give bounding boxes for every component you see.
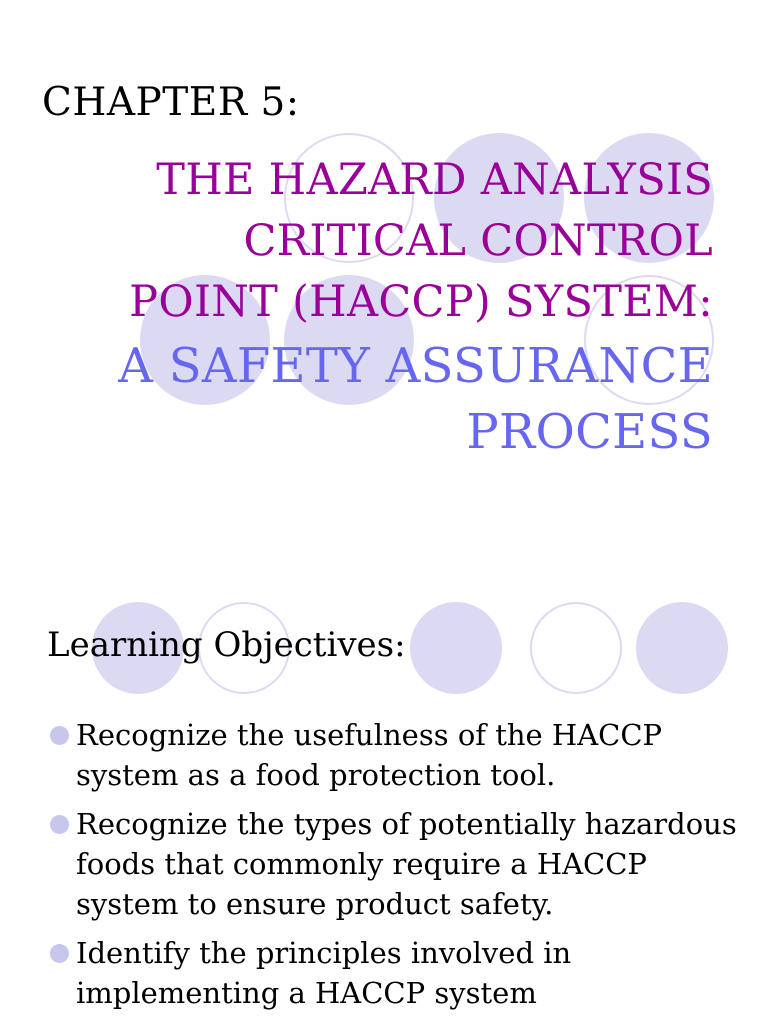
title-line: THE HAZARD ANALYSIS xyxy=(156,155,713,205)
objectives-list xyxy=(48,715,738,1022)
decorative-circle-icon xyxy=(636,602,728,694)
objective-text: Identify the principles involved in implementing a HACCP system xyxy=(76,936,572,1010)
title-line: POINT (HACCP) SYSTEM: xyxy=(129,277,713,327)
subtitle-line: A SAFETY ASSURANCE xyxy=(118,338,713,394)
list-item xyxy=(48,804,738,924)
title-line: CRITICAL CONTROL xyxy=(243,216,713,266)
bullet-icon xyxy=(50,944,69,963)
objectives-slide xyxy=(0,560,768,1024)
bullet-icon xyxy=(50,726,69,745)
decorative-circle-icon xyxy=(410,602,502,694)
bullet-icon xyxy=(50,815,69,834)
objective-text: Recognize the usefulness of the HACCP system as a food protection tool. xyxy=(76,718,663,792)
slide-title xyxy=(63,150,713,465)
chapter-label: CHAPTER 5: xyxy=(42,80,300,125)
list-item xyxy=(48,933,738,1013)
list-item xyxy=(48,715,738,795)
objective-text: Recognize the types of potentially hazardous foods that commonly require a HACCP system to ensure product safety. xyxy=(76,807,737,921)
decorative-circle-icon xyxy=(530,602,622,694)
subtitle-line: PROCESS xyxy=(466,404,713,460)
objectives-heading: Learning Objectives: xyxy=(47,625,406,665)
